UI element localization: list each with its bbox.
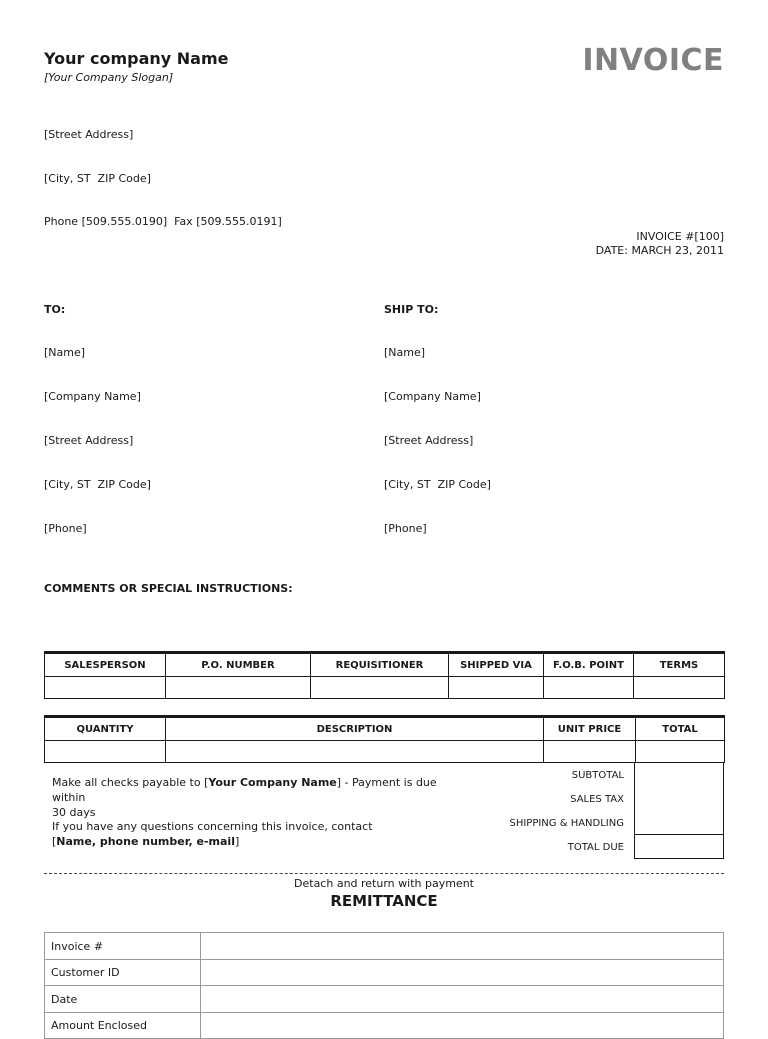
cell-terms[interactable] [634,677,725,699]
totals-boxes [634,763,724,859]
ship-to-street[interactable]: [Street Address] [384,434,474,448]
remit-customer-id-value[interactable] [201,959,724,986]
comments-blank-area[interactable] [44,595,724,651]
cell-unit-price[interactable] [544,741,636,763]
header-fob-point: F.O.B. POINT [544,653,634,677]
sales-tax-label: SALES TAX [570,793,624,805]
remit-date-label: Date [45,986,201,1013]
header-description: DESCRIPTION [166,717,544,741]
order-info-value-row [45,677,725,699]
header-terms: TERMS [634,653,725,677]
table-gap [44,699,724,715]
total-due-box[interactable] [634,835,724,859]
remittance-table [44,932,724,1039]
remit-amount-label: Amount Enclosed [45,1012,201,1039]
payment-line4 [52,835,464,850]
payment-line3: If you have any questions concerning this invoice, contact [52,820,373,834]
invoice-meta-block [596,230,724,259]
payment-line1-post: ] - Payment is due within [52,776,437,804]
cell-po-number[interactable] [166,677,311,699]
header-meta-row [44,99,724,259]
invoice-title: INVOICE [582,43,724,78]
header-unit-price: UNIT PRICE [544,717,636,741]
remittance-row-customer-id [45,959,724,986]
bill-to-name[interactable]: [Name] [44,346,86,360]
cell-shipped-via[interactable] [449,677,544,699]
line-items-body-row [45,741,725,763]
payment-line4-pre: [ [52,834,57,848]
parties-section [44,274,724,566]
payment-line4-post: ] [234,834,240,848]
ship-to-company[interactable]: [Company Name] [384,390,481,404]
remittance-row-amount [45,1012,724,1039]
detach-note: Detach and return with payment [294,877,474,891]
bill-to-block [44,274,384,566]
remit-customer-id-label: Customer ID [45,959,201,986]
bill-to-heading: TO: [44,302,66,316]
header-salesperson: SALESPERSON [45,653,166,677]
shipping-handling-label: SHIPPING & HANDLING [509,817,624,829]
comments-heading: COMMENTS OR SPECIAL INSTRUCTIONS: [44,582,293,596]
line-items-header-row [45,717,725,741]
ship-to-city[interactable]: [City, ST ZIP Code] [384,477,491,491]
cell-quantity[interactable] [45,741,166,763]
bill-to-city[interactable]: [City, ST ZIP Code] [44,477,151,491]
payment-company-name[interactable]: Your Company Name [208,776,337,790]
bill-to-company[interactable]: [Company Name] [44,390,141,404]
cell-requisitioner[interactable] [311,677,449,699]
cell-fob-point[interactable] [544,677,634,699]
subtotal-label: SUBTOTAL [571,769,624,781]
bill-to-phone[interactable]: [Phone] [44,521,87,535]
header-requisitioner: REQUISITIONER [311,653,449,677]
company-block [44,50,228,84]
company-address-block [44,99,282,259]
bill-to-street[interactable]: [Street Address] [44,434,134,448]
remittance-row-date [45,986,724,1013]
line-items-table [44,715,725,763]
ship-to-heading: SHIP TO: [384,302,439,316]
header-po-number: P.O. NUMBER [166,653,311,677]
totals-labels [464,763,634,859]
cell-salesperson[interactable] [45,677,166,699]
header [44,43,724,84]
company-city-line[interactable]: [City, ST ZIP Code] [44,171,151,185]
subtotal-tax-shipping-box[interactable] [634,763,724,835]
header-total: TOTAL [636,717,725,741]
company-slogan[interactable]: [Your Company Slogan] [44,71,174,84]
remit-date-value[interactable] [201,986,724,1013]
company-name[interactable]: Your company Name [44,49,229,68]
payment-line1-pre: Make all checks payable to [ [52,776,209,790]
remit-amount-value[interactable] [201,1012,724,1039]
detach-dashed-line [44,873,724,874]
ship-to-name[interactable]: [Name] [384,346,426,360]
remittance-heading: REMITTANCE [330,892,438,911]
totals-area [44,763,724,859]
company-street-address[interactable]: [Street Address] [44,128,134,141]
payment-contact-placeholder[interactable]: Name, phone number, e-mail [56,834,235,848]
payment-note [44,763,464,859]
remit-invoice-label: Invoice # [45,933,201,960]
header-quantity: QUANTITY [45,717,166,741]
ship-to-block [384,274,724,566]
totals-block [464,763,724,859]
order-info-header-row [45,653,725,677]
cell-total[interactable] [636,741,725,763]
remit-invoice-value[interactable] [201,933,724,960]
company-phone-fax-line[interactable]: Phone [509.555.0190] Fax [509.555.0191] [44,215,282,228]
header-shipped-via: SHIPPED VIA [449,653,544,677]
order-info-table [44,651,725,699]
invoice-date[interactable]: DATE: MARCH 23, 2011 [595,244,724,257]
invoice-number[interactable]: INVOICE #[100] [636,229,724,243]
remittance-row-invoice [45,933,724,960]
cell-description[interactable] [166,741,544,763]
ship-to-phone[interactable]: [Phone] [384,521,427,535]
payment-line2: 30 days [52,805,96,819]
total-due-label: TOTAL DUE [567,841,624,853]
